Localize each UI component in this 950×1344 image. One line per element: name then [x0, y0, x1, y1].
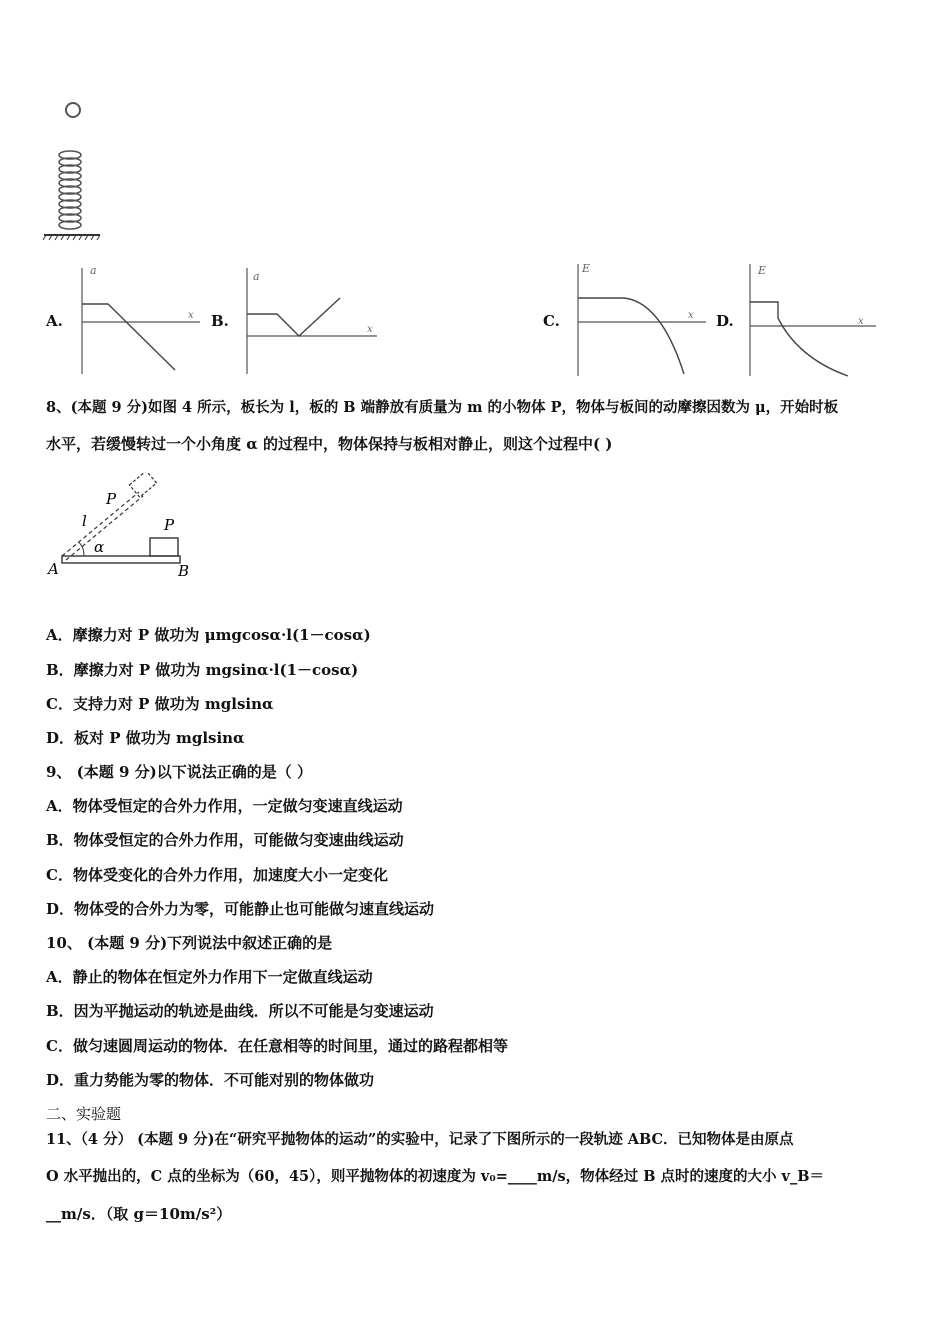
- label-b: B: [178, 562, 190, 580]
- graph-d-label: D.: [716, 312, 734, 330]
- board: [62, 556, 180, 563]
- q8-option-d: D．板对 P 做功为 mglsinα: [46, 729, 245, 747]
- q9-option-a: A．物体受恒定的合外力作用，一定做匀变速直线运动: [46, 797, 403, 815]
- label-p-top: P: [106, 490, 117, 508]
- graph-b-label: B.: [211, 312, 229, 330]
- label-l: l: [82, 512, 87, 530]
- q11-line2: O 水平抛出的，C 点的坐标为（60，45），则平抛物体的初速度为 v₀=____m/s，物体经过 B 点时的速度的大小 v_B＝: [46, 1168, 824, 1185]
- graph-c-y-label: E: [582, 262, 591, 275]
- graph-a-x-label: x: [188, 310, 194, 321]
- q9-option-c: C．物体受变化的合外力作用，加速度大小一定变化: [46, 866, 388, 884]
- q10-option-c: C．做匀速圆周运动的物体．在任意相等的时间里，通过的路程都相等: [46, 1037, 508, 1055]
- block-p: [150, 538, 178, 556]
- q9-option-d: D．物体受的合外力为零，可能静止也可能做匀速直线运动: [46, 900, 435, 918]
- label-p-right: P: [164, 516, 175, 534]
- q9-option-b: B．物体受恒定的合外力作用，可能做匀变速曲线运动: [46, 831, 404, 849]
- graph-a: [70, 262, 210, 377]
- graph-b-x-label: x: [367, 324, 373, 335]
- graph-a-y-label: a: [90, 264, 97, 277]
- q8-option-a: A．摩擦力对 P 做功为 μmgcosα·l(1－cosα): [46, 626, 371, 644]
- q9-stem: 9、 (本题 9 分)以下说法正确的是（ ）: [46, 763, 312, 781]
- q10-option-a: A．静止的物体在恒定外力作用下一定做直线运动: [46, 968, 373, 986]
- graph-c-curve: [578, 298, 684, 374]
- q10-stem: 10、 (本题 9 分)下列说法中叙述正确的是: [46, 934, 333, 952]
- q8-option-b: B．摩擦力对 P 做功为 mgsinα·l(1－cosα): [46, 661, 359, 679]
- graph-d: [738, 258, 888, 378]
- graph-a-curve: [82, 304, 175, 370]
- graph-c-x-label: x: [688, 310, 694, 321]
- graph-b-curve: [247, 298, 340, 336]
- label-a: A: [48, 560, 59, 578]
- board-diagram: [44, 472, 214, 582]
- graph-d-curve: [750, 302, 848, 376]
- label-alpha: α: [94, 538, 105, 556]
- q8-stem-line2: 水平，若缓慢转过一个小角度 α 的过程中，物体保持与板相对静止，则这个过程中( ): [46, 435, 613, 453]
- graph-a-label: A.: [46, 312, 63, 330]
- section-title: 二、实验题: [46, 1105, 122, 1123]
- block-p-tilted: [129, 472, 156, 497]
- graph-c: [566, 258, 716, 378]
- graph-d-x-label: x: [858, 316, 864, 327]
- q8-option-c: C．支持力对 P 做功为 mglsinα: [46, 695, 274, 713]
- spring: [59, 151, 81, 229]
- graph-b: [235, 262, 385, 377]
- q8-stem-line1: 8、(本题 9 分)如图 4 所示，板长为 l，板的 B 端静放有质量为 m 的小物体 P，物体与板间的动摩擦因数为 μ，开始时板: [46, 399, 839, 416]
- ball: [66, 103, 80, 117]
- q10-option-d: D．重力势能为零的物体．不可能对别的物体做功: [46, 1071, 375, 1089]
- q10-option-b: B．因为平抛运动的轨迹是曲线．所以不可能是匀变速运动: [46, 1002, 434, 1020]
- spring-ball-figure: [40, 95, 110, 245]
- graph-d-y-label: E: [758, 264, 767, 277]
- q11-line3: __m/s．（取 g＝10m/s²）: [46, 1205, 232, 1223]
- graph-b-y-label: a: [253, 270, 260, 283]
- graph-c-label: C.: [543, 312, 560, 330]
- q11-line1: 11、（4 分） (本题 9 分)在“研究平抛物体的运动”的实验中，记录了下图所示的一段轨迹 ABC．已知物体是由原点: [46, 1131, 794, 1148]
